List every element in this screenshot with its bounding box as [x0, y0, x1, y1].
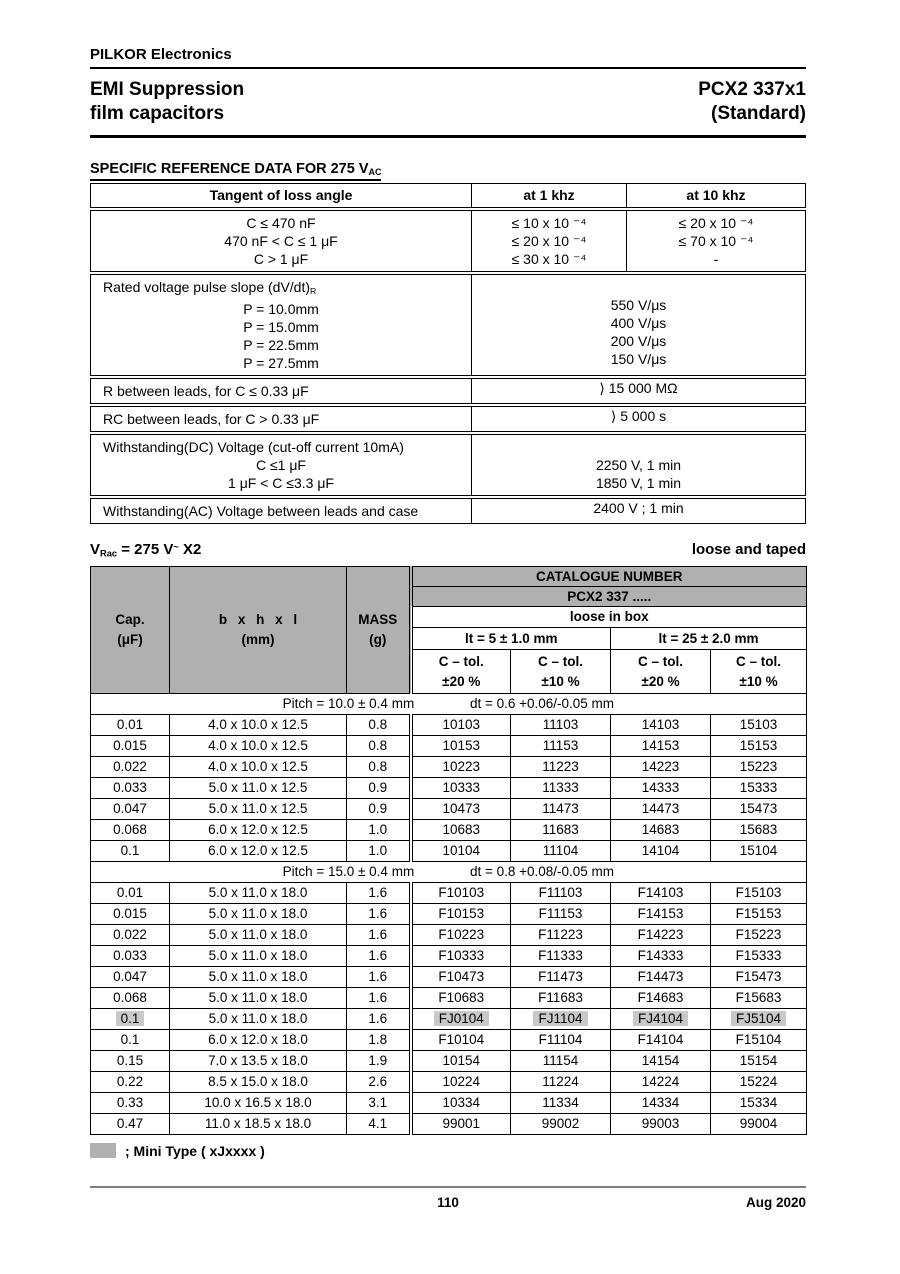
catalogue-number-cell: 99003 — [611, 1113, 711, 1134]
catalogue-number-cell: 11223 — [511, 756, 611, 777]
catalogue-number-cell: 11224 — [511, 1071, 611, 1092]
table-row — [91, 1071, 807, 1092]
r-between-leads-section: R between leads, for C ≤ 0.33 μF ⟩ 15 000 MΩ — [90, 378, 806, 404]
catalogue-number-cell: F14103 — [611, 882, 711, 903]
table-row — [91, 1029, 807, 1050]
dimensions-cell: 4.0 x 10.0 x 12.5 — [170, 756, 347, 777]
catalogue-number-cell: 11153 — [511, 735, 611, 756]
catalogue-number-cell: F10223 — [411, 924, 511, 945]
part-variant: (Standard) — [711, 103, 806, 124]
catalogue-number-cell: F15153 — [711, 903, 807, 924]
catalogue-number-cell: F14223 — [611, 924, 711, 945]
mass-cell: 1.6 — [347, 966, 411, 987]
cap-cell: 0.01 — [91, 714, 170, 735]
catalogue-number-cell: F15223 — [711, 924, 807, 945]
table-row — [91, 987, 807, 1008]
pulse-slope-values: 550 V/μs 400 V/μs 200 V/μs 150 V/μs — [471, 275, 805, 375]
tolerance-header-2: C – tol. ±10 % — [511, 649, 611, 693]
dimensions-cell: 4.0 x 10.0 x 12.5 — [170, 735, 347, 756]
catalogue-number-cell: 14103 — [611, 714, 711, 735]
catalogue-number-cell: 14104 — [611, 840, 711, 861]
table-row — [91, 735, 807, 756]
dimensions-cell: 6.0 x 12.0 x 12.5 — [170, 819, 347, 840]
cap-cell: 0.01 — [91, 882, 170, 903]
catalogue-number-cell: 15334 — [711, 1092, 807, 1113]
cap-cell: 0.047 — [91, 798, 170, 819]
table-row — [91, 903, 807, 924]
rc-between-leads-section: RC between leads, for C > 0.33 μF ⟩ 5 000 s — [90, 406, 806, 432]
mini-type-swatch-icon — [90, 1143, 116, 1158]
catalogue-number-cell: F11153 — [511, 903, 611, 924]
cap-cell: 0.15 — [91, 1050, 170, 1071]
dimensions-cell: 5.0 x 11.0 x 18.0 — [170, 945, 347, 966]
catalogue-number-cell: 15223 — [711, 756, 807, 777]
dimensions-cell: 5.0 x 11.0 x 18.0 — [170, 987, 347, 1008]
pitch-label: Pitch = 10.0 ± 0.4 mm — [282, 695, 415, 711]
col-header-1khz: at 1 khz — [471, 184, 626, 207]
catalogue-number-cell: 15154 — [711, 1050, 807, 1071]
catalogue-number-cell: F11104 — [511, 1029, 611, 1050]
withstanding-dc-section — [90, 434, 806, 496]
catalogue-number-cell: 15153 — [711, 735, 807, 756]
section-title — [90, 160, 806, 181]
catalogue-number-cell: F15683 — [711, 987, 807, 1008]
catalogue-number-cell: 15104 — [711, 840, 807, 861]
dimensions-cell: 5.0 x 11.0 x 18.0 — [170, 924, 347, 945]
mass-cell: 0.8 — [347, 714, 411, 735]
catalogue-number-cell: FJ5104 — [711, 1008, 807, 1029]
mass-cell: 1.6 — [347, 1008, 411, 1029]
catalogue-number-cell: F10473 — [411, 966, 511, 987]
product-title — [90, 78, 244, 126]
catalogue-number-cell: 99001 — [411, 1113, 511, 1134]
catalogue-number-cell: F14683 — [611, 987, 711, 1008]
table-row — [91, 819, 807, 840]
r-between-leads-value: ⟩ 15 000 MΩ — [599, 380, 678, 397]
cap-cell: 0.068 — [91, 987, 170, 1008]
mass-cell: 1.6 — [347, 945, 411, 966]
table-row — [91, 777, 807, 798]
withstanding-dc-values: 2250 V, 1 min 1850 V, 1 min — [471, 435, 805, 495]
catalogue-number-cell: 11154 — [511, 1050, 611, 1071]
table-row — [91, 1008, 807, 1029]
mass-cell: 1.6 — [347, 882, 411, 903]
catalogue-number-cell: F15104 — [711, 1029, 807, 1050]
catalogue-number-cell: 11334 — [511, 1092, 611, 1113]
catalogue-number-cell: F15103 — [711, 882, 807, 903]
mass-cell: 0.9 — [347, 798, 411, 819]
catalogue-number-cell: 15683 — [711, 819, 807, 840]
catalogue-number-cell: F11473 — [511, 966, 611, 987]
rated-voltage-label: $V_{Rac} = 275$ V~ X2 — [90, 541, 202, 559]
mini-type-legend-text: ; Mini Type ( xJxxxx ) — [125, 1142, 265, 1159]
col-header-10khz: at 10 khz — [626, 184, 805, 207]
table-row — [91, 1113, 807, 1134]
packaging-label: loose and taped — [691, 541, 806, 559]
catalogue-number-cell: F10104 — [411, 1029, 511, 1050]
catalogue-number-cell: 14473 — [611, 798, 711, 819]
cap-cell: 0.1 — [91, 840, 170, 861]
pitch-label: Pitch = 15.0 ± 0.4 mm — [282, 863, 415, 879]
part-number: PCX2 337x1 — [698, 79, 806, 100]
catalogue-number-cell: 10473 — [411, 798, 511, 819]
mass-cell: 4.1 — [347, 1113, 411, 1134]
pulse-slope-title: Rated voltage pulse slope $(dV/dt)_R$ — [103, 279, 317, 297]
catalogue-number-cell: 14223 — [611, 756, 711, 777]
withstanding-ac-section: Withstanding(AC) Voltage between leads and case 2400 V ; 1 min — [90, 498, 806, 524]
mass-cell: 1.0 — [347, 840, 411, 861]
voltage-rating-row — [90, 541, 806, 558]
dimensions-cell: 5.0 x 11.0 x 18.0 — [170, 966, 347, 987]
product-title-line2: film capacitors — [90, 103, 225, 124]
table-row — [91, 1050, 807, 1071]
dimensions-cell: 5.0 x 11.0 x 18.0 — [170, 903, 347, 924]
table-row — [91, 714, 807, 735]
dimensions-cell: 6.0 x 12.0 x 18.0 — [170, 1029, 347, 1050]
tolerance-header-4: C – tol. ±10 % — [711, 649, 807, 693]
catalogue-number-cell: F14333 — [611, 945, 711, 966]
catalogue-number-cell: 14224 — [611, 1071, 711, 1092]
loss-values-1khz: ≤ 10 x 10 ⁻⁴ ≤ 20 x 10 ⁻⁴ ≤ 30 x 10 ⁻⁴ — [471, 211, 626, 271]
page-footer — [90, 1186, 806, 1216]
loss-values-10khz: ≤ 20 x 10 ⁻⁴ ≤ 70 x 10 ⁻⁴ - — [626, 211, 805, 271]
catalogue-number-cell: F14104 — [611, 1029, 711, 1050]
cap-cell: 0.1 — [91, 1029, 170, 1050]
loose-in-box-header: loose in box — [411, 606, 807, 627]
dimensions-cell: 5.0 x 11.0 x 18.0 — [170, 882, 347, 903]
catalogue-number-cell: 10683 — [411, 819, 511, 840]
catalogue-number-cell: 11103 — [511, 714, 611, 735]
col-header-mass: MASS (g) — [347, 566, 411, 693]
cap-cell: 0.22 — [91, 1071, 170, 1092]
table-row — [91, 1092, 807, 1113]
catalogue-number-cell: 11473 — [511, 798, 611, 819]
col-header-cap: Cap. (μF) — [91, 566, 170, 693]
series-header: PCX2 337 ..... — [411, 586, 807, 606]
dimensions-cell: 11.0 x 18.5 x 18.0 — [170, 1113, 347, 1134]
cap-cell: 0.047 — [91, 966, 170, 987]
catalogue-number-cell: F14473 — [611, 966, 711, 987]
dimensions-cell: 8.5 x 15.0 x 18.0 — [170, 1071, 347, 1092]
mass-cell: 0.8 — [347, 756, 411, 777]
dimensions-cell: 10.0 x 16.5 x 18.0 — [170, 1092, 347, 1113]
catalogue-number-cell: FJ1104 — [511, 1008, 611, 1029]
cap-cell: 0.33 — [91, 1092, 170, 1113]
cap-cell: 0.033 — [91, 945, 170, 966]
catalogue-number-cell: F10153 — [411, 903, 511, 924]
catalogue-number-cell: 11104 — [511, 840, 611, 861]
catalogue-number-cell: 15224 — [711, 1071, 807, 1092]
lead-length-header-5mm: lt = 5 ± 1.0 mm — [411, 627, 611, 649]
mass-cell: 1.6 — [347, 924, 411, 945]
mass-cell: 1.6 — [347, 987, 411, 1008]
dimensions-cell: 5.0 x 11.0 x 12.5 — [170, 777, 347, 798]
catalogue-number-cell: F10683 — [411, 987, 511, 1008]
cap-cell: 0.47 — [91, 1113, 170, 1134]
dimensions-cell: 7.0 x 13.5 x 18.0 — [170, 1050, 347, 1071]
pitch-header-row — [91, 861, 807, 882]
mass-cell: 2.6 — [347, 1071, 411, 1092]
catalogue-number-cell: 99004 — [711, 1113, 807, 1134]
withstanding-dc-labels: Withstanding(DC) Voltage (cut-off current 10mA) C ≤1 μF 1 μF < C ≤3.3 μF — [103, 439, 404, 492]
mass-cell: 3.1 — [347, 1092, 411, 1113]
catalogue-number-cell: F14153 — [611, 903, 711, 924]
rc-between-leads-value: ⟩ 5 000 s — [610, 408, 667, 425]
table-row — [91, 798, 807, 819]
catalogue-number-cell: 99002 — [511, 1113, 611, 1134]
document-header — [90, 78, 806, 138]
catalogue-number-cell: F10103 — [411, 882, 511, 903]
loss-conditions: C ≤ 470 nF 470 nF < C ≤ 1 μF C > 1 μF — [224, 215, 338, 268]
catalogue-number-cell: F10333 — [411, 945, 511, 966]
pulse-slope-labels: Rated voltage pulse slope $(dV/dt)_R$ P = 10.0mm P = 15.0mm P = 22.5mm P = 27.5mm — [91, 275, 471, 375]
tolerance-header-3: C – tol. ±20 % — [611, 649, 711, 693]
pulse-slope-section — [90, 274, 806, 376]
table-row — [91, 756, 807, 777]
part-info — [698, 78, 806, 126]
catalogue-table — [90, 566, 807, 1135]
catalogue-number-cell: 15473 — [711, 798, 807, 819]
page-number: 110 — [437, 1195, 459, 1210]
reference-table-header — [90, 183, 806, 208]
cap-cell: 0.068 — [91, 819, 170, 840]
table-row — [91, 924, 807, 945]
mass-cell: 1.6 — [347, 903, 411, 924]
table-row — [91, 945, 807, 966]
catalogue-number-cell: 10154 — [411, 1050, 511, 1071]
catalogue-number-cell: 11333 — [511, 777, 611, 798]
dimensions-cell: 5.0 x 11.0 x 12.5 — [170, 798, 347, 819]
catalogue-number-cell: 10223 — [411, 756, 511, 777]
catalogue-number-cell: F15473 — [711, 966, 807, 987]
catalogue-number-cell: 10333 — [411, 777, 511, 798]
catalogue-number-cell: FJ0104 — [411, 1008, 511, 1029]
catalogue-number-cell: 11683 — [511, 819, 611, 840]
catalogue-number-cell: F11223 — [511, 924, 611, 945]
catalogue-number-cell: 15103 — [711, 714, 807, 735]
catalogue-number-cell: F11683 — [511, 987, 611, 1008]
catalogue-number-cell: F15333 — [711, 945, 807, 966]
catalogue-number-cell: 10103 — [411, 714, 511, 735]
dimensions-cell: 5.0 x 11.0 x 18.0 — [170, 1008, 347, 1029]
catalogue-number-cell: F11103 — [511, 882, 611, 903]
col-header-tangent: Tangent of loss angle — [209, 187, 353, 204]
mass-cell: 0.9 — [347, 777, 411, 798]
catalogue-number-cell: 10334 — [411, 1092, 511, 1113]
company-name: PILKOR Electronics — [90, 46, 806, 69]
withstanding-ac-value: 2400 V ; 1 min — [593, 500, 684, 517]
cap-cell: 0.015 — [91, 903, 170, 924]
product-title-line1: EMI Suppression — [90, 79, 245, 100]
catalogue-number-cell: 14153 — [611, 735, 711, 756]
dimensions-cell: 4.0 x 10.0 x 12.5 — [170, 714, 347, 735]
mini-type-legend — [90, 1143, 806, 1159]
tolerance-header-1: C – tol. ±20 % — [411, 649, 511, 693]
dimensions-cell: 6.0 x 12.0 x 12.5 — [170, 840, 347, 861]
mass-cell: 1.9 — [347, 1050, 411, 1071]
mass-cell: 1.0 — [347, 819, 411, 840]
cap-cell: 0.022 — [91, 924, 170, 945]
catalogue-number-cell: 14334 — [611, 1092, 711, 1113]
mass-cell: 0.8 — [347, 735, 411, 756]
table-row — [91, 840, 807, 861]
lead-length-header-25mm: lt = 25 ± 2.0 mm — [611, 627, 807, 649]
dt-label: dt = 0.8 +0.08/-0.05 mm — [469, 863, 615, 879]
catalogue-number-cell: FJ4104 — [611, 1008, 711, 1029]
catalogue-number-cell: 10104 — [411, 840, 511, 861]
mass-cell: 1.8 — [347, 1029, 411, 1050]
catalogue-number-cell: 10224 — [411, 1071, 511, 1092]
col-header-dimensions: b x h x l (mm) — [170, 566, 347, 693]
cap-cell: 0.033 — [91, 777, 170, 798]
pitch-header-row — [91, 693, 807, 714]
cap-cell: 0.1 — [91, 1008, 170, 1029]
table-row — [91, 966, 807, 987]
catalogue-number-header: CATALOGUE NUMBER — [411, 566, 807, 586]
revision-date: Aug 2020 — [745, 1195, 806, 1210]
catalogue-table-body — [91, 693, 807, 1134]
cap-cell: 0.022 — [91, 756, 170, 777]
catalogue-number-cell: 14154 — [611, 1050, 711, 1071]
dt-label: dt = 0.6 +0.06/-0.05 mm — [469, 695, 615, 711]
reference-table — [90, 183, 806, 524]
catalogue-number-cell: 14683 — [611, 819, 711, 840]
cap-cell: 0.015 — [91, 735, 170, 756]
section-title-text: SPECIFIC REFERENCE DATA FOR 275 $V_{AC}$ — [90, 161, 381, 181]
catalogue-number-cell: 10153 — [411, 735, 511, 756]
table-row — [91, 882, 807, 903]
catalogue-number-cell: 15333 — [711, 777, 807, 798]
catalogue-number-cell: F11333 — [511, 945, 611, 966]
catalogue-number-cell: 14333 — [611, 777, 711, 798]
loss-angle-section — [90, 210, 806, 272]
